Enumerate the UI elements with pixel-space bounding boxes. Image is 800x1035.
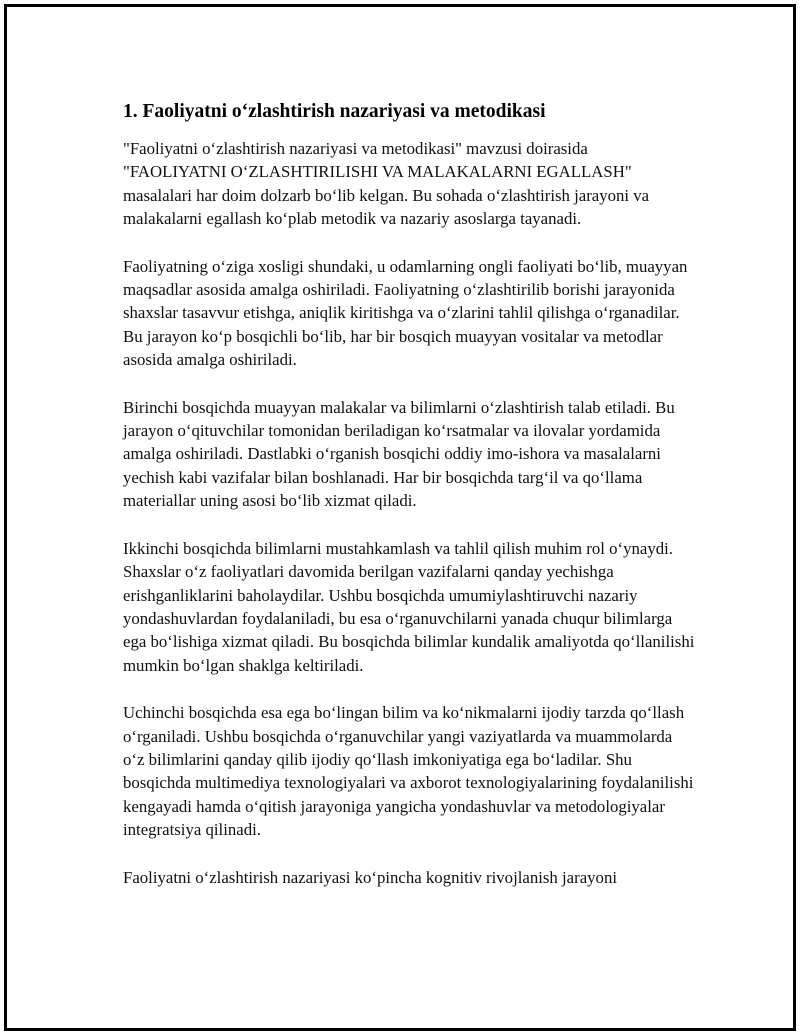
- paragraph-second-stage: Ikkinchi bosqichda bilimlarni mustahkamlash va tahlil qilish muhim rol o‘ynaydi. Shaxslar o‘z faoliyatlari davomida berilgan vazifalarni qanday yechishga erishganliklarini baholaydilar. Ushbu bosqichda umumiylashtiruvchi nazariy yondashuvlardan foydalaniladi, bu esa o‘rganuvchilarni yanada chuqur bilimlarga ega bo‘lishiga xizmat qiladi. Bu bosqichda bilimlar kundalik amaliyotda qo‘llanilishi mumkin bo‘lgan shaklga keltiriladi.: [123, 538, 695, 675]
- paragraph-first-stage: Birinchi bosqichda muayyan malakalar va bilimlarni o‘zlashtirish talab etiladi. Bu jarayon o‘qituvchilar tomonidan beriladigan ko‘rsatmalar va ilovalar yordamida amalga oshiriladi. Dastlabki o‘rganish bosqichi oddiy imo-ishora va masalalarni yechish kabi vazifalar bilan boshlanadi. Har bir bosqichda targ‘il va qo‘llama materiallar uning asosi bo‘lib xizmat qiladi.: [123, 397, 675, 511]
- paragraph-theory: Faoliyatni o‘zlashtirish nazariyasi ko‘pincha kognitiv rivojlanish jarayoni: [123, 867, 617, 887]
- paragraph-activity-specifics: Faoliyatning o‘ziga xosligi shundaki, u odamlarning ongli faoliyati bo‘lib, muayyan maqsadlar asosida amalga oshiriladi. Faoliyatning o‘zlashtirilib borishi jarayonida shaxslar tasavvur etishga, aniqlik kiritishga va o‘zlarini tahlil qilishga o‘rganadilar. Bu jarayon ko‘p bosqichli bo‘lib, har bir bosqich muayyan vositalar va metodlar asosida amalga oshiriladi.: [123, 256, 688, 370]
- paragraph-intro: "Faoliyatni o‘zlashtirish nazariyasi va metodikasi" mavzusi doirasida "FAOLIYATNI O‘ZLASHTIRILISHI VA MALAKALARNI EGALLASH" masalalari har doim dolzarb bo‘lib kelgan. Bu sohada o‘zlashtirish jarayoni va malakalarni egallash ko‘plab metodik va nazariy asoslarga tayanadi.: [123, 139, 650, 229]
- paragraph-third-stage: Uchinchi bosqichda esa ega bo‘lingan bilim va ko‘nikmalarni ijodiy tarzda qo‘llash o‘rganiladi. Ushbu bosqichda o‘rganuvchilar yangi vaziyatlarda va muammolarda o‘z bilimlarini qanday qilib ijodiy qo‘llash imkoniyatiga ega bo‘ladilar. Shu bosqichda multimediya texnologiyalari va axborot texnologiyalarining foydalanilishi kengayadi hamda o‘qitish jarayoniga yangicha yondashuvlar va metodologiyalar integratsiya qilinadi.: [123, 703, 694, 840]
- page-title: 1. Faoliyatni o‘zlashtirish nazariyasi va metodikasi: [123, 101, 546, 122]
- document-body: [123, 98, 695, 889]
- page-frame: [4, 4, 796, 1031]
